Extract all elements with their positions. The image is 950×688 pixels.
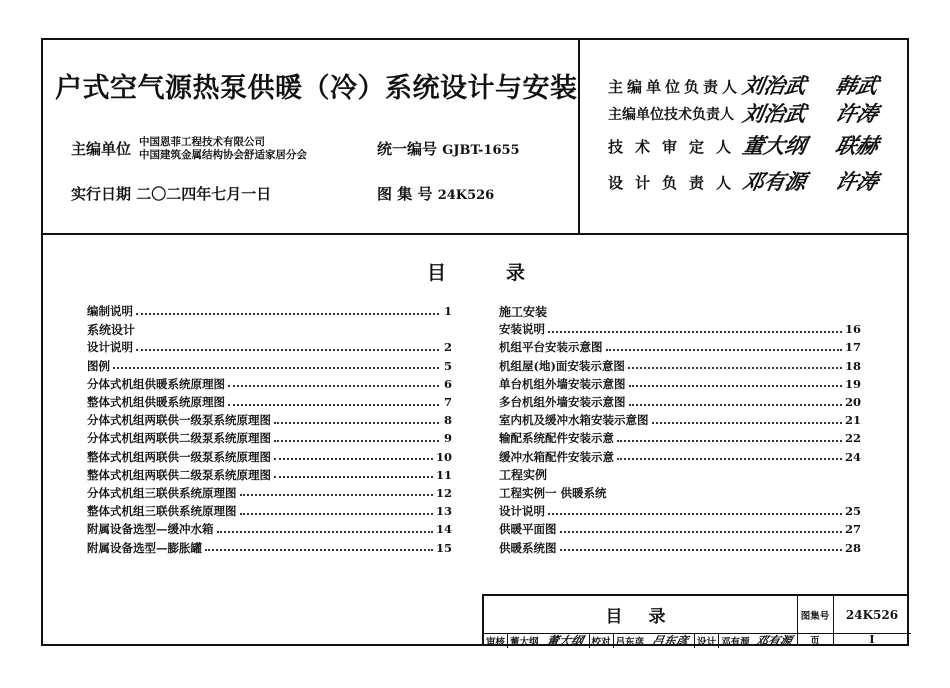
toc-leader-dots: [606, 349, 842, 351]
effective-date: [71, 183, 271, 204]
toc-page-number: 14: [433, 522, 452, 536]
toc-entry[interactable]: [87, 466, 452, 484]
toc-leader-dots: [113, 367, 439, 369]
toc-entry-title: 附属设备选型—缓冲水箱: [87, 521, 217, 537]
toc-entry[interactable]: [499, 502, 861, 520]
toc-entry[interactable]: [87, 338, 452, 356]
toc-leader-dots: [240, 513, 433, 515]
toc-leader-dots: [136, 349, 439, 351]
toc-entry[interactable]: [87, 538, 452, 556]
toc-leader-dots: [205, 549, 433, 551]
toc-entry[interactable]: [499, 448, 861, 466]
signature-row: [608, 166, 908, 202]
toc-page-number: 28: [842, 541, 861, 555]
toc-page-number: 20: [842, 395, 861, 409]
toc-page-number: 1: [439, 304, 452, 318]
toc-leader-dots: [228, 404, 439, 406]
reviewer-name: 董大纲: [507, 634, 541, 648]
toc-page-number: 27: [842, 522, 861, 536]
approval-row: [484, 634, 797, 647]
toc-entry[interactable]: [499, 538, 861, 556]
toc-leader-dots: [228, 385, 439, 387]
toc-leader-dots: [629, 385, 842, 387]
toc-entry[interactable]: [87, 375, 452, 393]
unified-number-value: GJBT-1655: [442, 143, 520, 158]
check-label: 校对: [589, 634, 613, 648]
toc-entry-title: 图例: [87, 358, 113, 374]
chief-units: [139, 136, 307, 162]
toc-entry[interactable]: [499, 484, 861, 502]
signature-sign: 韩武: [832, 73, 881, 98]
signature-name: 刘治武: [740, 101, 809, 126]
effective-date-label: 实行日期: [71, 185, 132, 203]
toc-entry-title: 单台机组外墙安装示意图: [499, 376, 629, 392]
designer-signature: 邓有源: [754, 634, 794, 648]
designer-name: 邓有源: [718, 634, 752, 648]
drawing-sheet: [41, 38, 909, 646]
toc-page-number: 22: [842, 431, 861, 445]
toc-entry-title: 机组屋(地)面安装示意图: [499, 358, 628, 374]
signature-role: 技术审定人: [608, 138, 744, 156]
toc-section-heading: [87, 320, 452, 338]
toc-page-number: 6: [439, 377, 452, 391]
toc-entry[interactable]: [87, 520, 452, 538]
atlas-number-value: 24K526: [437, 188, 495, 203]
toc-entry[interactable]: [499, 411, 861, 429]
toc-page-number: 9: [439, 431, 452, 445]
signature-row: [608, 130, 908, 166]
checker-name: 吕东彦: [613, 634, 647, 648]
chief-unit-label: 主编单位: [71, 140, 132, 158]
toc-entry-title: 输配系统配件安装示意: [499, 430, 617, 446]
toc-entry-title: 缓冲水箱配件安装示意: [499, 449, 617, 465]
toc-entry[interactable]: [499, 338, 861, 356]
toc-entry-title: 安装说明: [499, 321, 548, 337]
toc-leader-dots: [548, 513, 842, 515]
toc-leader-dots: [617, 440, 842, 442]
toc-entry[interactable]: [87, 502, 452, 520]
toc-leader-dots: [240, 494, 433, 496]
toc-entry-title: 设计说明: [499, 503, 548, 519]
toc-leader-dots: [652, 422, 842, 424]
toc-entry-title: 分体式机组供暖系统原理图: [87, 376, 228, 392]
page-number-cell: I: [869, 633, 875, 646]
toc-entry-title: 设计说明: [87, 339, 136, 355]
cover-header: [43, 40, 907, 235]
toc-entry[interactable]: [87, 484, 452, 502]
unified-number-label: 统一编号: [377, 140, 438, 158]
toc-leader-dots: [274, 476, 433, 478]
toc-entry-title: 施工安装: [499, 303, 550, 320]
toc-page-number: 11: [433, 468, 452, 482]
toc-entry[interactable]: [87, 429, 452, 447]
toc-page-number: 10: [433, 450, 452, 464]
chief-unit-1: 中国恩菲工程技术有限公司: [139, 136, 265, 148]
toc-leader-dots: [274, 440, 439, 442]
toc-entry-title: 供暖平面图: [499, 521, 560, 537]
signature-sign: 许涛: [832, 101, 881, 126]
toc-leader-dots: [629, 404, 842, 406]
toc-page-number: 19: [842, 377, 861, 391]
signature-name: 刘治武: [740, 73, 809, 98]
drawing-title: 目 录: [605, 607, 676, 627]
toc-entry-title: 整体式机组供暖系统原理图: [87, 394, 228, 410]
toc-entry-title: 系统设计: [87, 321, 138, 338]
toc-section-heading: [499, 302, 861, 320]
toc-entry-title: 编制说明: [87, 303, 136, 319]
toc-entry-title: 多台机组外墙安装示意图: [499, 394, 629, 410]
signature-name: 董大纲: [740, 133, 809, 158]
toc-page-number: 12: [433, 486, 452, 500]
reviewer-signature: 董大纲: [544, 634, 584, 648]
toc-entry-title: 分体式机组两联供一级泵系统原理图: [87, 412, 274, 428]
toc-entry[interactable]: [499, 520, 861, 538]
toc-entry[interactable]: [87, 302, 452, 320]
toc-entry-title: 分体式机组三联供系统原理图: [87, 485, 240, 501]
signature-role: 主编单位技术负责人: [608, 107, 734, 123]
toc-page-number: 13: [433, 504, 452, 518]
toc-leader-dots: [628, 367, 842, 369]
toc-page-number: 2: [439, 340, 452, 354]
atlas-number-cell: 24K526: [845, 607, 899, 622]
toc-entry-title: 供暖系统图: [499, 540, 560, 556]
toc-page-number: 16: [842, 322, 861, 336]
signature-panel: [580, 40, 909, 233]
atlas-number-label: 图 集 号: [377, 185, 433, 203]
toc-leader-dots: [217, 531, 433, 533]
atlas-number: [377, 183, 494, 204]
toc-leader-dots: [136, 313, 439, 315]
effective-date-value: 二〇二四年七月一日: [136, 185, 272, 203]
atlas-title: 户式空气源热泵供暖（冷）系统设计与安装: [55, 73, 578, 104]
signature-sign: 联赫: [832, 133, 881, 158]
signature-row: [608, 98, 908, 130]
checker-signature: 吕东彦: [650, 634, 690, 648]
toc-entry-title: 附属设备选型—膨胀罐: [87, 540, 205, 556]
toc-leader-dots: [617, 458, 842, 460]
unified-number: [377, 138, 520, 159]
toc-entry-title: 整体式机组两联供一级泵系统原理图: [87, 449, 274, 465]
signature-sign: 许涛: [832, 169, 881, 194]
toc-entry[interactable]: [499, 429, 861, 447]
review-label: 审核: [486, 636, 506, 648]
toc-entry[interactable]: [499, 393, 861, 411]
toc-heading: 目录: [427, 262, 586, 284]
toc-entry-title: 工程实例: [499, 466, 550, 483]
toc-leader-dots: [274, 458, 433, 460]
toc-leader-dots: [548, 331, 842, 333]
toc-page-number: 7: [439, 395, 452, 409]
signature-table: [608, 70, 908, 202]
title-block: [482, 594, 909, 646]
signature-name: 邓有源: [740, 169, 809, 194]
toc-page-number: 24: [842, 450, 861, 464]
atlas-number-label-cell: 图集号: [800, 610, 830, 622]
toc-entry[interactable]: [87, 411, 452, 429]
header-info-panel: [43, 40, 580, 233]
toc-entry-title: 整体式机组三联供系统原理图: [87, 503, 240, 519]
toc-page-number: 5: [439, 359, 452, 373]
toc-entry-title: 室内机及缓冲水箱安装示意图: [499, 412, 652, 428]
toc-leader-dots: [560, 549, 842, 551]
toc-page-number: 17: [842, 340, 861, 354]
toc-entry[interactable]: [499, 375, 861, 393]
toc-entry-title: 工程实例一 供暖系统: [499, 485, 610, 501]
toc-entry[interactable]: [87, 393, 452, 411]
toc-entry[interactable]: [499, 357, 861, 375]
toc-page-number: 15: [433, 541, 452, 555]
chief-unit-2: 中国建筑金属结构协会舒适家居分会: [139, 149, 307, 161]
design-label: 设计: [694, 634, 718, 648]
toc-entry-title: 整体式机组两联供二级泵系统原理图: [87, 467, 274, 483]
toc-right-column: [499, 302, 861, 557]
signature-role: 主编单位负责人: [608, 78, 742, 96]
toc-entry[interactable]: [499, 320, 861, 338]
toc-page-number: 18: [842, 359, 861, 373]
signature-role: 设计负责人: [608, 174, 744, 192]
toc-left-column: [87, 302, 452, 557]
toc-leader-dots: [274, 422, 439, 424]
toc-entry[interactable]: [87, 448, 452, 466]
toc-entry[interactable]: [87, 357, 452, 375]
toc-entry-title: 分体式机组两联供二级泵系统原理图: [87, 430, 274, 446]
toc-leader-dots: [560, 531, 842, 533]
toc-entry-title: 机组平台安装示意图: [499, 339, 606, 355]
toc-page-number: 21: [842, 413, 861, 427]
toc-page-number: 8: [439, 413, 452, 427]
toc-section-heading: [499, 466, 861, 484]
toc-page-number: 25: [842, 504, 861, 518]
page-label-cell: 页: [810, 635, 820, 647]
